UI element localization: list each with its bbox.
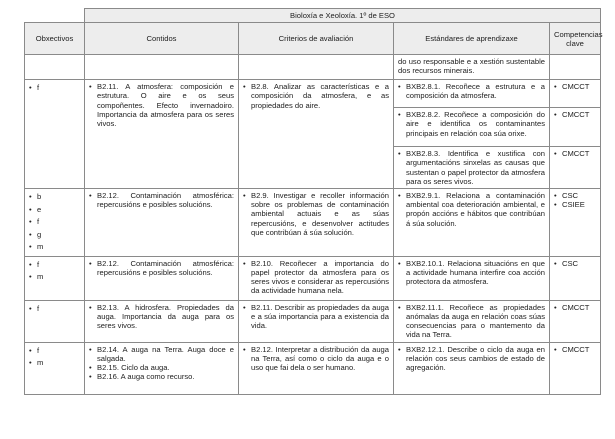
table-head [25,9,601,55]
content-item: • B2.16. A auga como recurso. [89,372,234,381]
criteria-cell [239,256,394,300]
competence-item: • CSC [554,191,596,200]
competences-cell [550,147,601,189]
contents-cell [85,189,239,257]
objective-item: • f [29,345,80,358]
content-item-list [89,191,234,209]
objective-item-list [29,303,80,316]
content-item-list [89,303,234,331]
carryover-standard: do uso responsable e a xestión sustentable dos recursos minerais. [394,55,550,80]
criteria-item: • B2.11. Describir as propiedades da auga e a súa importancia para a existencia da vida. [243,303,389,331]
standard-list [398,191,545,228]
objectives-cell [25,342,85,394]
criteria-list [243,259,389,296]
standard-list [398,303,545,340]
competence-item: • CMCCT [554,345,596,354]
objective-item: • m [29,241,80,254]
header-standards: Estándares de aprendizaxe [394,23,550,55]
standard-cell [394,342,550,394]
objective-item-list [29,345,80,370]
objective-item: • f [29,216,80,229]
objective-item: • f [29,303,80,316]
standard-item: • BXB2.8.1. Recoñece a estrutura e a composición da atmosfera. [398,82,545,100]
competence-item-list [554,110,596,119]
content-item-list [89,259,234,277]
criteria-cell [239,80,394,189]
objective-item: • e [29,204,80,217]
carryover-empty-cell [85,55,239,80]
curriculum-table [24,8,601,395]
criteria-item: • B2.9. Investigar e recoller información sobre os problemas de contaminación ambiental actuais e as súas repercusións, e desenvolver actitudes que contribúan á súa solución. [243,191,389,237]
table-row [25,80,601,108]
table-title: Bioloxía e Xeoloxía. 1º de ESO [85,9,601,23]
objective-item-list [29,82,80,95]
content-item: • B2.13. A hidrosfera. Propiedades da auga. Importancia da auga para os seres vivos. [89,303,234,331]
content-item-list [89,82,234,128]
criteria-list [243,345,389,373]
criteria-list [243,303,389,331]
criteria-list [243,82,389,110]
competences-cell [550,300,601,342]
carryover-empty-cell [25,55,85,80]
objectives-cell [25,80,85,189]
header-competences: Competencias clave [550,23,601,55]
carryover-row [25,55,601,80]
criteria-cell [239,189,394,257]
standard-cell [394,147,550,189]
carryover-empty-cell [550,55,601,80]
competence-item: • CSC [554,259,596,268]
contents-cell [85,300,239,342]
objective-item: • m [29,357,80,370]
contents-cell [85,80,239,189]
content-item: • B2.15. Ciclo da auga. [89,363,234,372]
criteria-cell [239,342,394,394]
carryover-empty-cell [239,55,394,80]
table-row [25,256,601,300]
objective-item: • m [29,271,80,284]
standard-cell [394,300,550,342]
competences-cell [550,108,601,147]
content-item: • B2.12. Contaminación atmosférica: repercusións e posibles solucións. [89,259,234,277]
criteria-item: • B2.12. Interpretar a distribución da auga na Terra, así como o ciclo da auga e o uso que fai dela o ser humano. [243,345,389,373]
competence-item-list [554,345,596,354]
objective-item: • f [29,259,80,272]
content-item: • B2.14. A auga na Terra. Auga doce e salgada. [89,345,234,363]
standard-list [398,82,545,100]
standard-list [398,149,545,186]
objectives-cell [25,256,85,300]
content-item-list [89,345,234,382]
table-row [25,300,601,342]
competence-item: • CMCCT [554,149,596,158]
contents-cell [85,342,239,394]
standard-cell [394,108,550,147]
competence-item: • CMCCT [554,110,596,119]
standard-item: • BXB2.8.3. Identifica e xustifica con argumentacións sinxelas as causas que sustentan o papel protector da atmosfera para os seres vivos. [398,149,545,186]
objective-item: • b [29,191,80,204]
competence-item-list [554,82,596,91]
standard-list [398,259,545,287]
content-item: • B2.12. Contaminación atmosférica: repercusións e posibles solucións. [89,191,234,209]
objective-item: • f [29,82,80,95]
standard-cell [394,80,550,108]
contents-cell [85,256,239,300]
header-contents: Contidos [85,23,239,55]
standard-item: • BXB2.8.2. Recoñece a composición do aire e identifica os contaminantes principais en relación coa súa orixe. [398,110,545,138]
standard-list [398,345,545,373]
corner-cell [25,9,85,23]
standard-item: • BXB2.9.1. Relaciona a contaminación ambiental coa deterioración ambiental, e propón accións e hábitos que contribúan á súa solución. [398,191,545,228]
competence-item: • CMCCT [554,82,596,91]
objective-item-list [29,191,80,254]
competence-item-list [554,149,596,158]
table-row [25,189,601,257]
header-criteria: Criterios de avaliación [239,23,394,55]
competence-item-list [554,259,596,268]
standard-item: • BXB2.12.1. Describe o ciclo da auga en relación cos seus cambios de estado de agregación. [398,345,545,373]
header-objectives: Obxectivos [25,23,85,55]
competence-item: • CSIEE [554,200,596,209]
table-row [25,342,601,394]
criteria-item: • B2.10. Recoñecer a importancia do papel protector da atmosfera para os seres vivos e considerar as repercusións da actividade humana nela. [243,259,389,296]
criteria-list [243,191,389,237]
competences-cell [550,80,601,108]
standard-list [398,110,545,138]
competence-item-list [554,303,596,312]
objectives-cell [25,300,85,342]
table-body [25,55,601,394]
standard-item: • BXB2.11.1. Recoñece as propiedades anómalas da auga en relación coas súas consecuencias para o mantemento da vida na Terra. [398,303,545,340]
criteria-cell [239,300,394,342]
competences-cell [550,189,601,257]
objective-item-list [29,259,80,284]
competence-item-list [554,191,596,209]
standard-item: • BXB2.10.1. Relaciona situacións en que a actividade humana interfire coa acción protectora da atmosfera. [398,259,545,287]
objectives-cell [25,189,85,257]
standard-cell [394,256,550,300]
criteria-item: • B2.8. Analizar as características e a composición da atmosfera, e as propiedades do aire. [243,82,389,110]
objective-item: • g [29,229,80,242]
competences-cell [550,342,601,394]
content-item: • B2.11. A atmosfera: composición e estrutura. O aire e os seus compoñentes. Efecto invernadoiro. Importancia da atmosfera para os seres vivos. [89,82,234,128]
standard-cell [394,189,550,257]
competence-item: • CMCCT [554,303,596,312]
competences-cell [550,256,601,300]
